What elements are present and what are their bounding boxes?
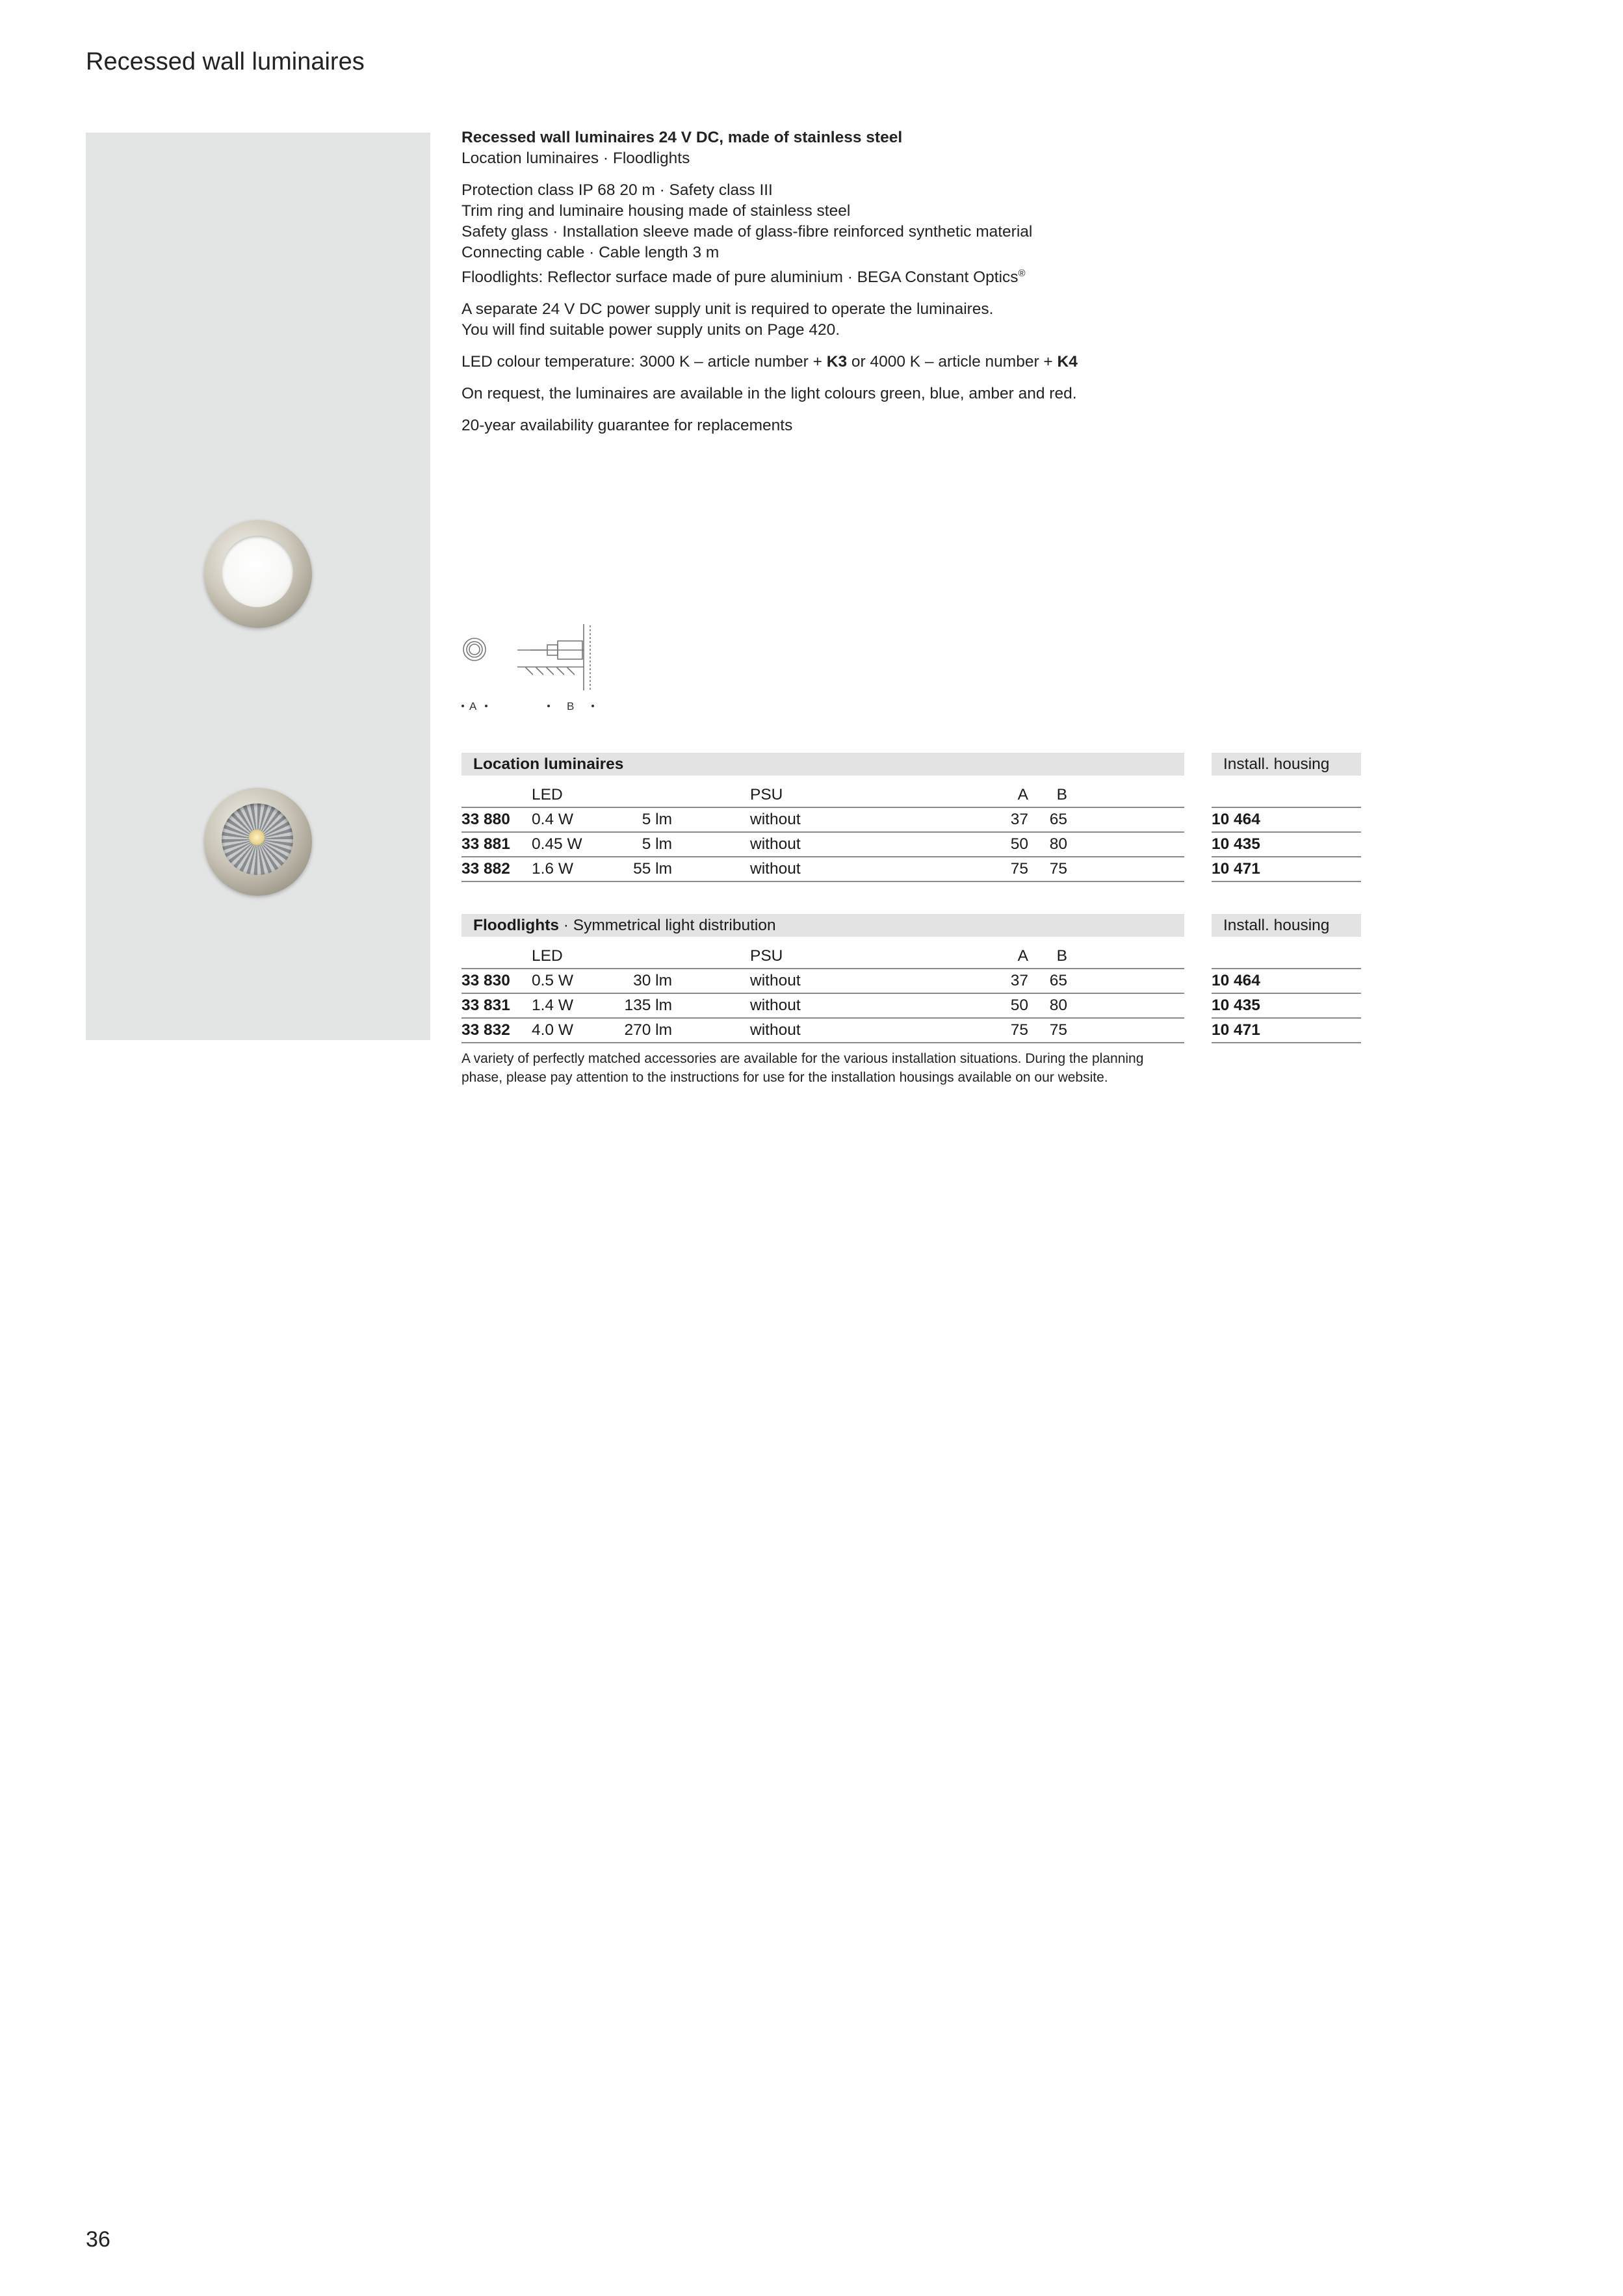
dimension-label-b: B bbox=[567, 700, 575, 712]
led-colour-prefix: LED colour temperature: 3000 K – article number + bbox=[461, 353, 827, 371]
product-photo-panel bbox=[86, 133, 430, 1040]
spec-line: Safety glass · Installation sleeve made of glass-fibre reinforced synthetic material bbox=[461, 223, 1033, 241]
led-colour-k3: K3 bbox=[826, 353, 848, 371]
table-row: 10 471 bbox=[1212, 857, 1361, 881]
light-colours-note: On request, the luminaires are available in the light colours green, blue, amber and red. bbox=[461, 385, 1077, 403]
availability-guarantee: 20-year availability guarantee for replacements bbox=[461, 417, 793, 435]
table-row: 10 471 bbox=[1212, 1018, 1361, 1043]
dimension-labels bbox=[461, 700, 594, 712]
spec-line: Connecting cable · Cable length 3 m bbox=[461, 244, 720, 261]
table-row: 33 831 1.4 W 135 lm without 50 80 bbox=[461, 993, 1184, 1018]
column-header-a: A bbox=[997, 783, 1028, 807]
psu-note: You will find suitable power supply units on Page 420. bbox=[461, 321, 840, 339]
column-header-psu: PSU bbox=[750, 945, 997, 969]
dimension-drawing bbox=[460, 618, 616, 715]
opal-glass-diffuser bbox=[222, 536, 293, 607]
page-title: Recessed wall luminaires bbox=[86, 48, 365, 75]
install-housing-header: Install. housing bbox=[1212, 914, 1361, 937]
table-row: 33 880 0.4 W 5 lm without 37 65 bbox=[461, 807, 1184, 832]
table-row: 10 435 bbox=[1212, 993, 1361, 1018]
location-install-housing-table bbox=[1212, 753, 1361, 882]
led-colour-k4: K4 bbox=[1057, 353, 1078, 371]
table-row: 33 832 4.0 W 270 lm without 75 75 bbox=[461, 1018, 1184, 1043]
table-row: 10 435 bbox=[1212, 832, 1361, 857]
product-subheading: Location luminaires · Floodlights bbox=[461, 150, 690, 167]
table-row: 10 464 bbox=[1212, 807, 1361, 832]
accessories-footnote: A variety of perfectly matched accessories are available for the various installation situations. During the planning phase, please pay attention to the instructions for use for the installation housings available on our website. bbox=[461, 1051, 1144, 1085]
led-chip bbox=[249, 829, 265, 845]
floodlight-image bbox=[204, 788, 312, 896]
column-header-b: B bbox=[1028, 945, 1067, 969]
table-row: 33 830 0.5 W 30 lm without 37 65 bbox=[461, 969, 1184, 993]
column-header-led: LED bbox=[532, 783, 595, 807]
led-colour-middle: or 4000 K – article number + bbox=[847, 353, 1058, 371]
side-view-drawing bbox=[517, 624, 590, 690]
registered-mark: ® bbox=[1018, 268, 1026, 279]
dimension-label-a: A bbox=[469, 700, 477, 712]
psu-note: A separate 24 V DC power supply unit is required to operate the luminaires. bbox=[461, 300, 994, 319]
table-title: Location luminaires bbox=[461, 753, 1184, 776]
spec-line: Trim ring and luminaire housing made of stainless steel bbox=[461, 202, 851, 220]
table-row: 33 881 0.45 W 5 lm without 50 80 bbox=[461, 832, 1184, 857]
install-housing-header: Install. housing bbox=[1212, 753, 1361, 776]
spec-line: Protection class IP 68 20 m · Safety class III bbox=[461, 181, 773, 199]
page-number: 36 bbox=[86, 2227, 110, 2252]
column-header-psu: PSU bbox=[750, 783, 997, 807]
front-view-drawing bbox=[463, 638, 486, 660]
flood-install-housing-table bbox=[1212, 914, 1361, 1043]
table-row: 10 464 bbox=[1212, 969, 1361, 993]
product-description bbox=[461, 127, 1371, 447]
table-row: 33 882 1.6 W 55 lm without 75 75 bbox=[461, 857, 1184, 881]
location-luminaires-table bbox=[461, 753, 1184, 882]
product-heading: Recessed wall luminaires 24 V DC, made of stainless steel bbox=[461, 129, 903, 146]
table-title: Floodlights · Symmetrical light distribution bbox=[461, 914, 1184, 937]
column-header-led: LED bbox=[532, 945, 595, 969]
column-header-a: A bbox=[997, 945, 1028, 969]
spec-line: Floodlights: Reflector surface made of pure aluminium · BEGA Constant Optics bbox=[461, 268, 1019, 287]
column-header-b: B bbox=[1028, 783, 1067, 807]
floodlights-table bbox=[461, 914, 1184, 1043]
reflector bbox=[222, 803, 293, 875]
location-luminaire-image bbox=[204, 520, 312, 628]
